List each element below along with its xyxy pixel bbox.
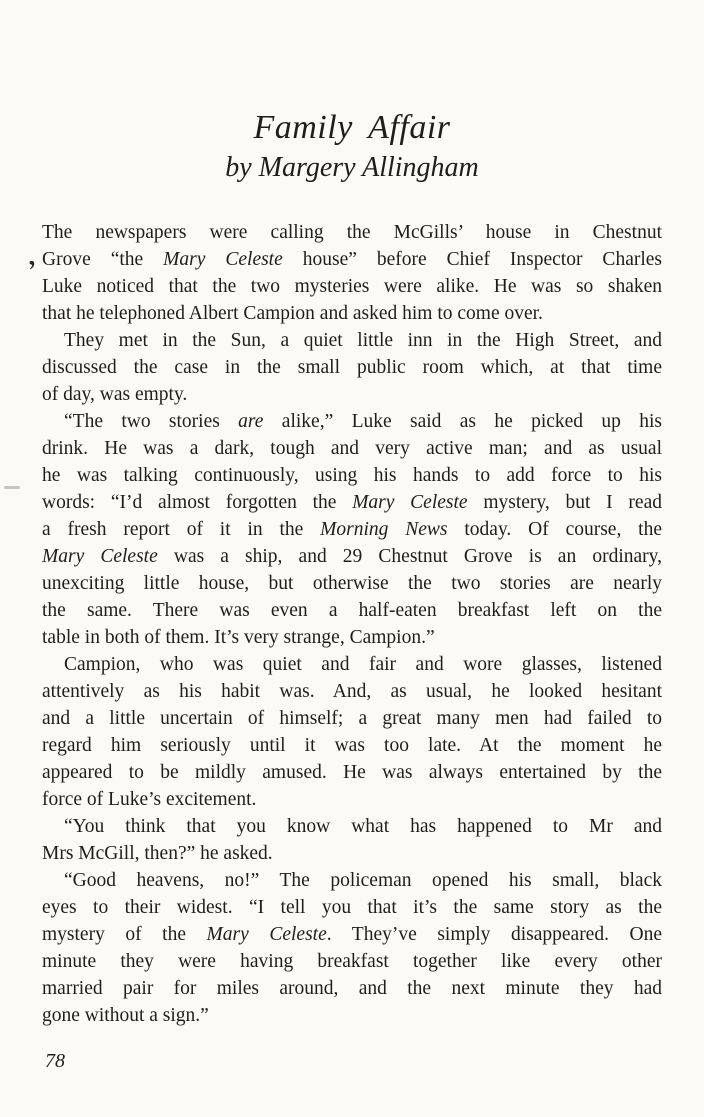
text-line: regard him seriously until it was too late. At the moment he — [42, 735, 662, 756]
italic-title-run: Mary Celeste — [42, 546, 158, 567]
text-line: appeared to be mildly amused. He was always entertained by the — [42, 762, 662, 783]
text-line: eyes to their widest. “I tell you that it’s the same story as the — [42, 897, 662, 918]
text-line: the same. There was even a half-eaten breakfast left on the — [42, 600, 662, 621]
text-line: mystery of the Mary Celeste. They’ve simply disappeared. One — [42, 924, 662, 945]
text-line: drink. He was a dark, tough and very active man; and as usual — [42, 438, 662, 459]
paragraph — [42, 813, 662, 867]
italic-title-run: Mary Celeste — [163, 249, 283, 270]
text-line: minute they were having breakfast together like every other — [42, 951, 662, 972]
text-line: force of Luke’s excitement. — [42, 789, 257, 810]
text-line: “The two stories are alike,” Luke said as he picked up his — [64, 411, 662, 432]
italic-title-run: Morning News — [320, 519, 448, 540]
text-line: he was talking continuously, using his hands to add force to his — [42, 465, 662, 486]
story-body — [42, 219, 662, 1029]
margin-mark-artifact: ’ — [25, 254, 41, 285]
margin-smudge-artifact — [4, 486, 20, 489]
text-line: that he telephoned Albert Campion and asked him to come over. — [42, 303, 543, 324]
story-byline: by Margery Allingham — [225, 152, 479, 183]
page-number: 78 — [45, 1050, 65, 1072]
paragraph — [42, 327, 662, 408]
text-line: of day, was empty. — [42, 384, 188, 405]
text-line: table in both of them. It’s very strange, Campion.” — [42, 627, 435, 648]
text-line: a fresh report of it in the Morning News today. Of course, the — [42, 519, 662, 540]
story-title: Family Affair — [253, 109, 451, 146]
text-line: Campion, who was quiet and fair and wore glasses, listened — [64, 654, 662, 675]
text-line: gone without a sign.” — [42, 1005, 209, 1026]
text-line: and a little uncertain of himself; a great many men had failed to — [42, 708, 662, 729]
italic-title-run: Mary Celeste — [352, 492, 468, 513]
paragraph — [42, 651, 662, 813]
paragraph — [42, 219, 662, 327]
text-line: Luke noticed that the two mysteries were alike. He was so shaken — [42, 276, 662, 297]
text-line: They met in the Sun, a quiet little inn in the High Street, and — [64, 330, 662, 351]
paragraph — [42, 408, 662, 651]
text-line: Grove “the Mary Celeste house” before Chief Inspector Charles — [42, 249, 662, 270]
text-line: married pair for miles around, and the next minute they had — [42, 978, 662, 999]
italic-title-run: Mary Celeste — [206, 924, 327, 945]
text-line: unexciting little house, but otherwise the two stories are nearly — [42, 573, 662, 594]
text-line: words: “I’d almost forgotten the Mary Celeste mystery, but I read — [42, 492, 662, 513]
paragraph — [42, 867, 662, 1029]
text-line: The newspapers were calling the McGills’ house in Chestnut — [42, 222, 662, 243]
text-line: attentively as his habit was. And, as usual, he looked hesitant — [42, 681, 662, 702]
text-line: discussed the case in the small public room which, at that time — [42, 357, 662, 378]
italic-title-run: are — [238, 411, 264, 432]
text-line: Mary Celeste was a ship, and 29 Chestnut Grove is an ordinary, — [42, 546, 662, 567]
text-line: Mrs McGill, then?” he asked. — [42, 843, 273, 864]
text-line: “You think that you know what has happened to Mr and — [64, 816, 662, 837]
text-line: “Good heavens, no!” The policeman opened his small, black — [64, 870, 662, 891]
